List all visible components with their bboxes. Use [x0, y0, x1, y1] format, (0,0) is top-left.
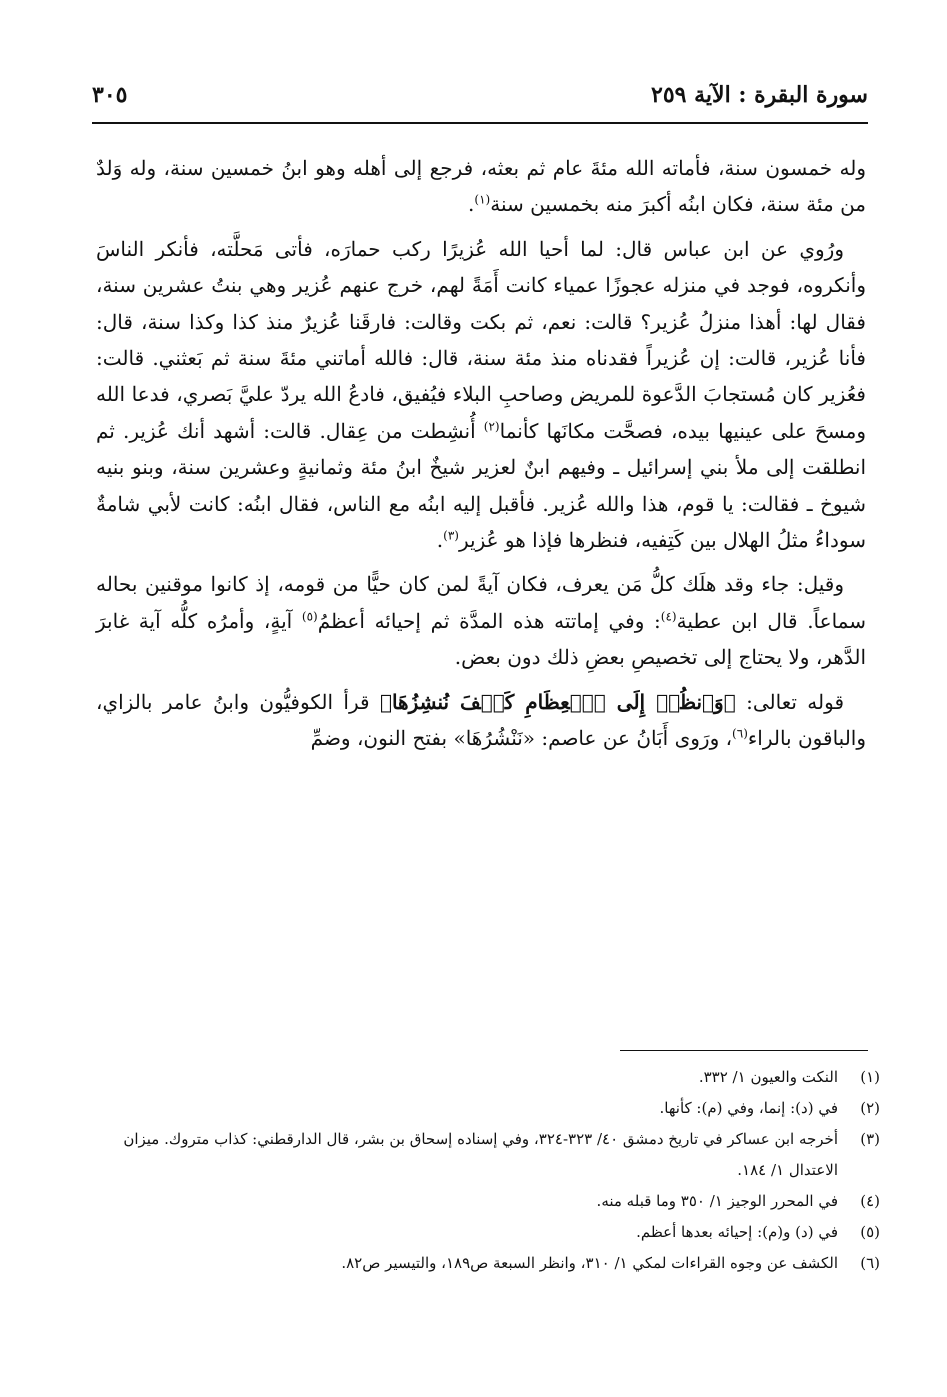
footnote-text: الكشف عن وجوه القراءات لمكي ١/ ٣١٠، وانظر السبعة ص١٨٩، والتيسير ص٨٢.	[341, 1254, 838, 1272]
paragraph-text: ، ورَوى أَبَانُ عن عاصم: «نَنْشُرُهَا» بفتح النون، وضمِّ	[310, 726, 733, 751]
footnote	[110, 1217, 880, 1248]
header-divider	[92, 122, 868, 124]
paragraph-text: آيةٍ، وأمرُه كلُّه آية غابرَ الدَّهر، ولا يحتاج إلى تخصيصِ بعضِ ذلك دون بعض.	[96, 608, 866, 670]
footnote	[110, 1248, 880, 1279]
footnote-ref: (٦)	[732, 726, 748, 741]
paragraph-1	[96, 150, 866, 223]
footnote-text: النكت والعيون ١/ ٣٣٢.	[698, 1068, 838, 1086]
page-number: ٣٠٥	[92, 82, 128, 108]
footnote-number: (٣)	[860, 1130, 880, 1148]
footnote-text: في المحرر الوجيز ١/ ٣٥٠ وما قبله منه.	[596, 1192, 838, 1210]
paragraph-3	[96, 566, 866, 675]
footnote-text: في (د) و(م): إحيائه بعدها أعظم.	[636, 1223, 838, 1241]
main-text	[96, 150, 866, 765]
page-header	[92, 78, 868, 120]
footnote-ref: (٣)	[443, 528, 459, 543]
footnote-ref: (٥)	[301, 609, 318, 624]
paragraph-text: : وفي إماتته هذه المدَّة ثم إحيائه أعظمُ	[317, 608, 661, 633]
paragraph-end: .	[436, 528, 444, 553]
paragraph-4	[96, 684, 866, 757]
footnote	[110, 1093, 880, 1124]
paragraph-text: قوله تعالى:	[735, 689, 845, 714]
footnote-number: (٦)	[860, 1254, 880, 1272]
footnote-number: (٤)	[860, 1192, 880, 1210]
paragraph-text: ورُوي عن ابن عباس قال: لما أحيا الله عُزيرًا ركب حمارَه، فأتى مَحلَّته، فأنكر الناسَ وأنكروه، فوجد في منزله عجوزًا عمياء كانت أَمَةً لهم، خرج عنهم عُزير وهي بنتُ عشرين سنة، فقال لها: أهذا منزلُ عُزير؟ قالت: نعم، ثم بكت وقالت: فارقَنا عُزيرٌ منذ كذا وكذا سنة، قال: فأنا عُزير، قالت: إن عُزيراً فقدناه منذ مئة سنة، قال: فالله أماتني مئةَ سنة ثم بَعثني. قالت: فعُزير كان مُستجابَ الدَّعوة للمريض وصاحبِ البلاء فيُفيق، فادعُ الله يردّ عليَّ بَصري، فدعا الله ومسحَ على عينيها بيده، فصحَّت مكانَها كأنما	[96, 236, 867, 443]
footnote-number: (٢)	[860, 1099, 880, 1117]
footnotes	[110, 1062, 880, 1279]
footnote-divider	[620, 1050, 868, 1051]
quran-verse: ﴿وَٱنظُرۡ إِلَى ٱلۡعِظَامِ كَيۡفَ نُنشِزُهَا﴾	[379, 689, 736, 714]
footnote-number: (٥)	[860, 1223, 880, 1241]
footnote-ref: (٢)	[483, 419, 500, 434]
paragraph-2	[96, 231, 866, 559]
footnote	[110, 1186, 880, 1217]
footnote-text: في (د): إنما، وفي (م): كأنها.	[659, 1099, 838, 1117]
paragraph-text: وله خمسون سنة، فأماته الله مئةَ عام ثم بعثه، فرجع إلى أهله وهو ابنُ خمسين سنة، وله وَلدٌ من مئة سنة، فكان ابنُه أكبرَ منه بخمسين سنة	[96, 156, 866, 217]
footnote-text: أخرجه ابن عساكر في تاريخ دمشق ٤٠/ ٣٢٣-٣٢٤، وفي إسناده إسحاق بن بشر، قال الدارقطني: كذاب متروك. ميزان الاعتدال ١/ ١٨٤.	[123, 1130, 838, 1179]
paragraph-text: أُنشِطت من عِقال. قالت: أشهد أنك عُزير. ثم انطلقت إلى ملأ بني إسرائيل ـ وفيهم ابنٌ لعزير شيخٌ ابنُ مئة وثمانيةٍ وعشرين سنة، وبنو بنيه شيوخ ـ فقالت: يا قوم، هذا والله عُزير. فأقبل إليه ابنُه مع الناس، فقال ابنُه: كانت لأبي شامةٌ سوداءُ مثلُ الهلال بين كَتِفيه، فنظرها فإذا هو عُزير	[96, 418, 866, 553]
running-title: سورة البقرة : الآية ٢٥٩	[651, 82, 868, 108]
paragraph-text: وقيل: جاء وقد هلَك كلُّ مَن يعرف، فكان آيةً لمن كان حيًّا من قومه، إذ كانوا موقنين بحاله سماعاً. قال ابن عطية	[96, 572, 866, 633]
footnote-ref: (١)	[474, 192, 491, 207]
footnote	[110, 1062, 880, 1093]
footnote	[110, 1124, 880, 1186]
footnote-ref: (٤)	[660, 609, 677, 624]
paragraph-text: قرأ الكوفيُّون وابنُ عامر بالزاي، والباقون بالراء	[96, 689, 866, 751]
paragraph-end: .	[468, 192, 475, 217]
footnote-number: (١)	[860, 1068, 880, 1086]
